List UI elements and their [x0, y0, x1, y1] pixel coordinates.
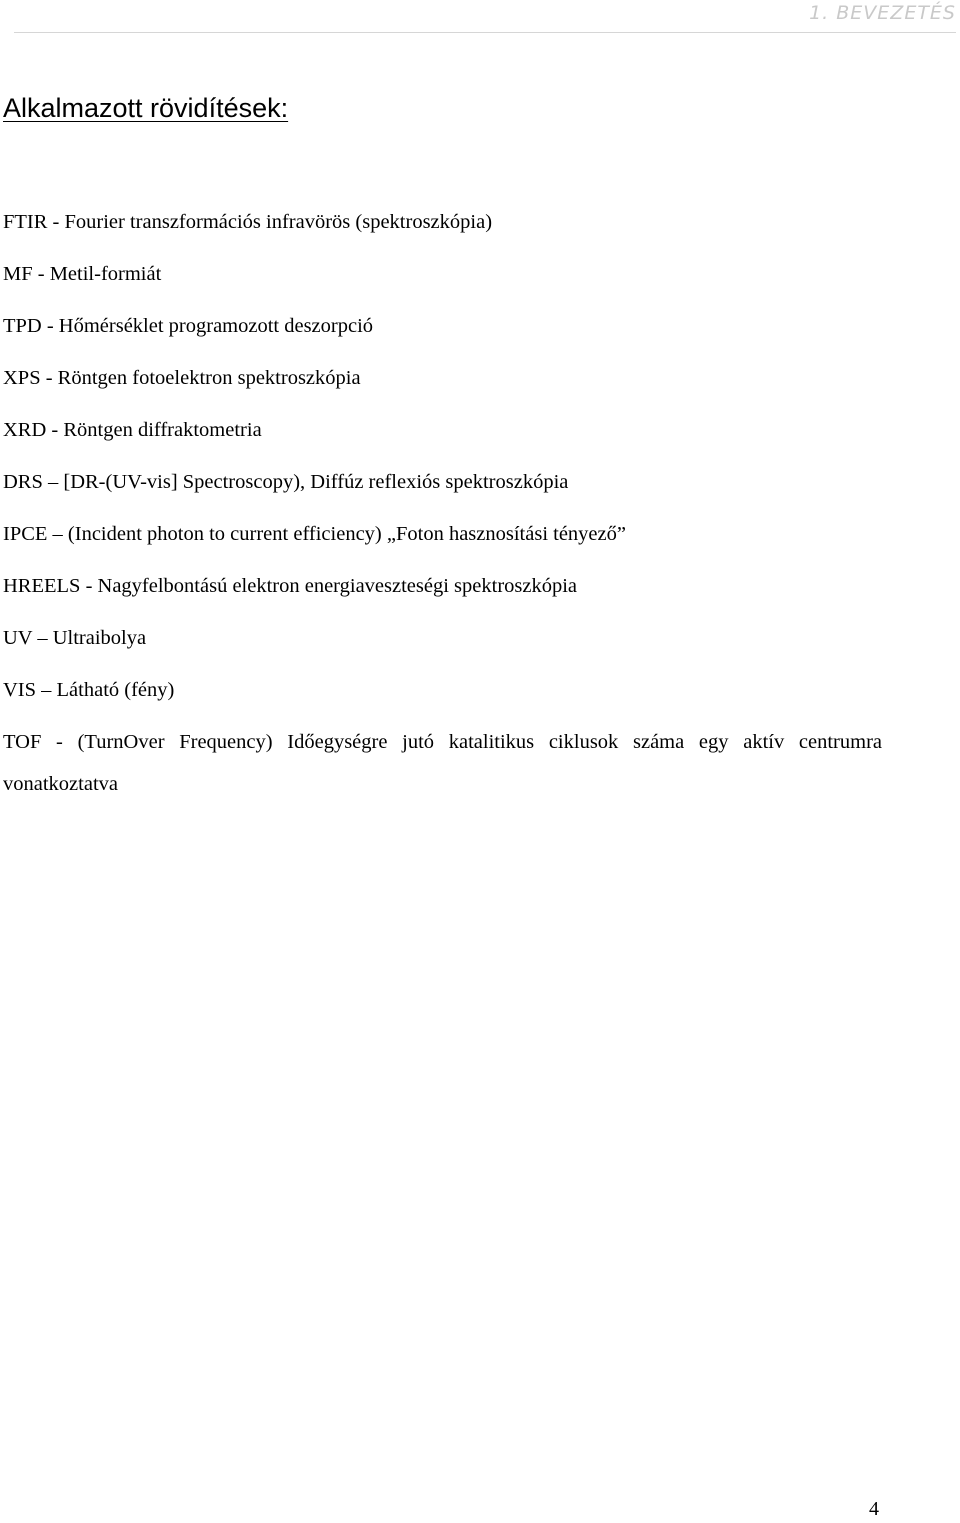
abbreviation-item-drs: DRS – [DR-(UV-vis] Spectroscopy), Diffúz reflexiós spektroszkópia — [3, 471, 569, 493]
abbreviation-item-uv: UV – Ultraibolya — [3, 627, 147, 649]
abbreviation-item-ipce: IPCE – (Incident photon to current efficiency) „Foton hasznosítási tényező” — [3, 523, 626, 545]
abbreviation-item-xps: XPS - Röntgen fotoelektron spektroszkópia — [3, 367, 361, 389]
page-number: 4 — [869, 1498, 879, 1520]
abbreviation-item-xrd: XRD - Röntgen diffraktometria — [3, 419, 262, 441]
abbreviation-list — [3, 207, 882, 805]
abbreviation-item-mf: MF - Metil-formiát — [3, 263, 162, 285]
abbreviation-item-hreels: HREELS - Nagyfelbontású elektron energiaveszteségi spektroszkópia — [3, 575, 578, 597]
running-header: 1. BEVEZETÉS — [809, 2, 956, 24]
abbreviation-item-vis: VIS – Látható (fény) — [3, 679, 175, 701]
abbreviation-item-tpd: TPD - Hőmérséklet programozott deszorpció — [3, 315, 374, 337]
page-title: Alkalmazott rövidítések: — [3, 93, 289, 123]
header-rule — [14, 32, 956, 33]
abbreviation-item-ftir: FTIR - Fourier transzformációs infravörös (spektroszkópia) — [3, 211, 493, 233]
abbreviation-item-tof: TOF - (TurnOver Frequency) Időegységre jutó katalitikus ciklusok száma egy aktív centrumra vonatkoztatva — [3, 731, 882, 795]
